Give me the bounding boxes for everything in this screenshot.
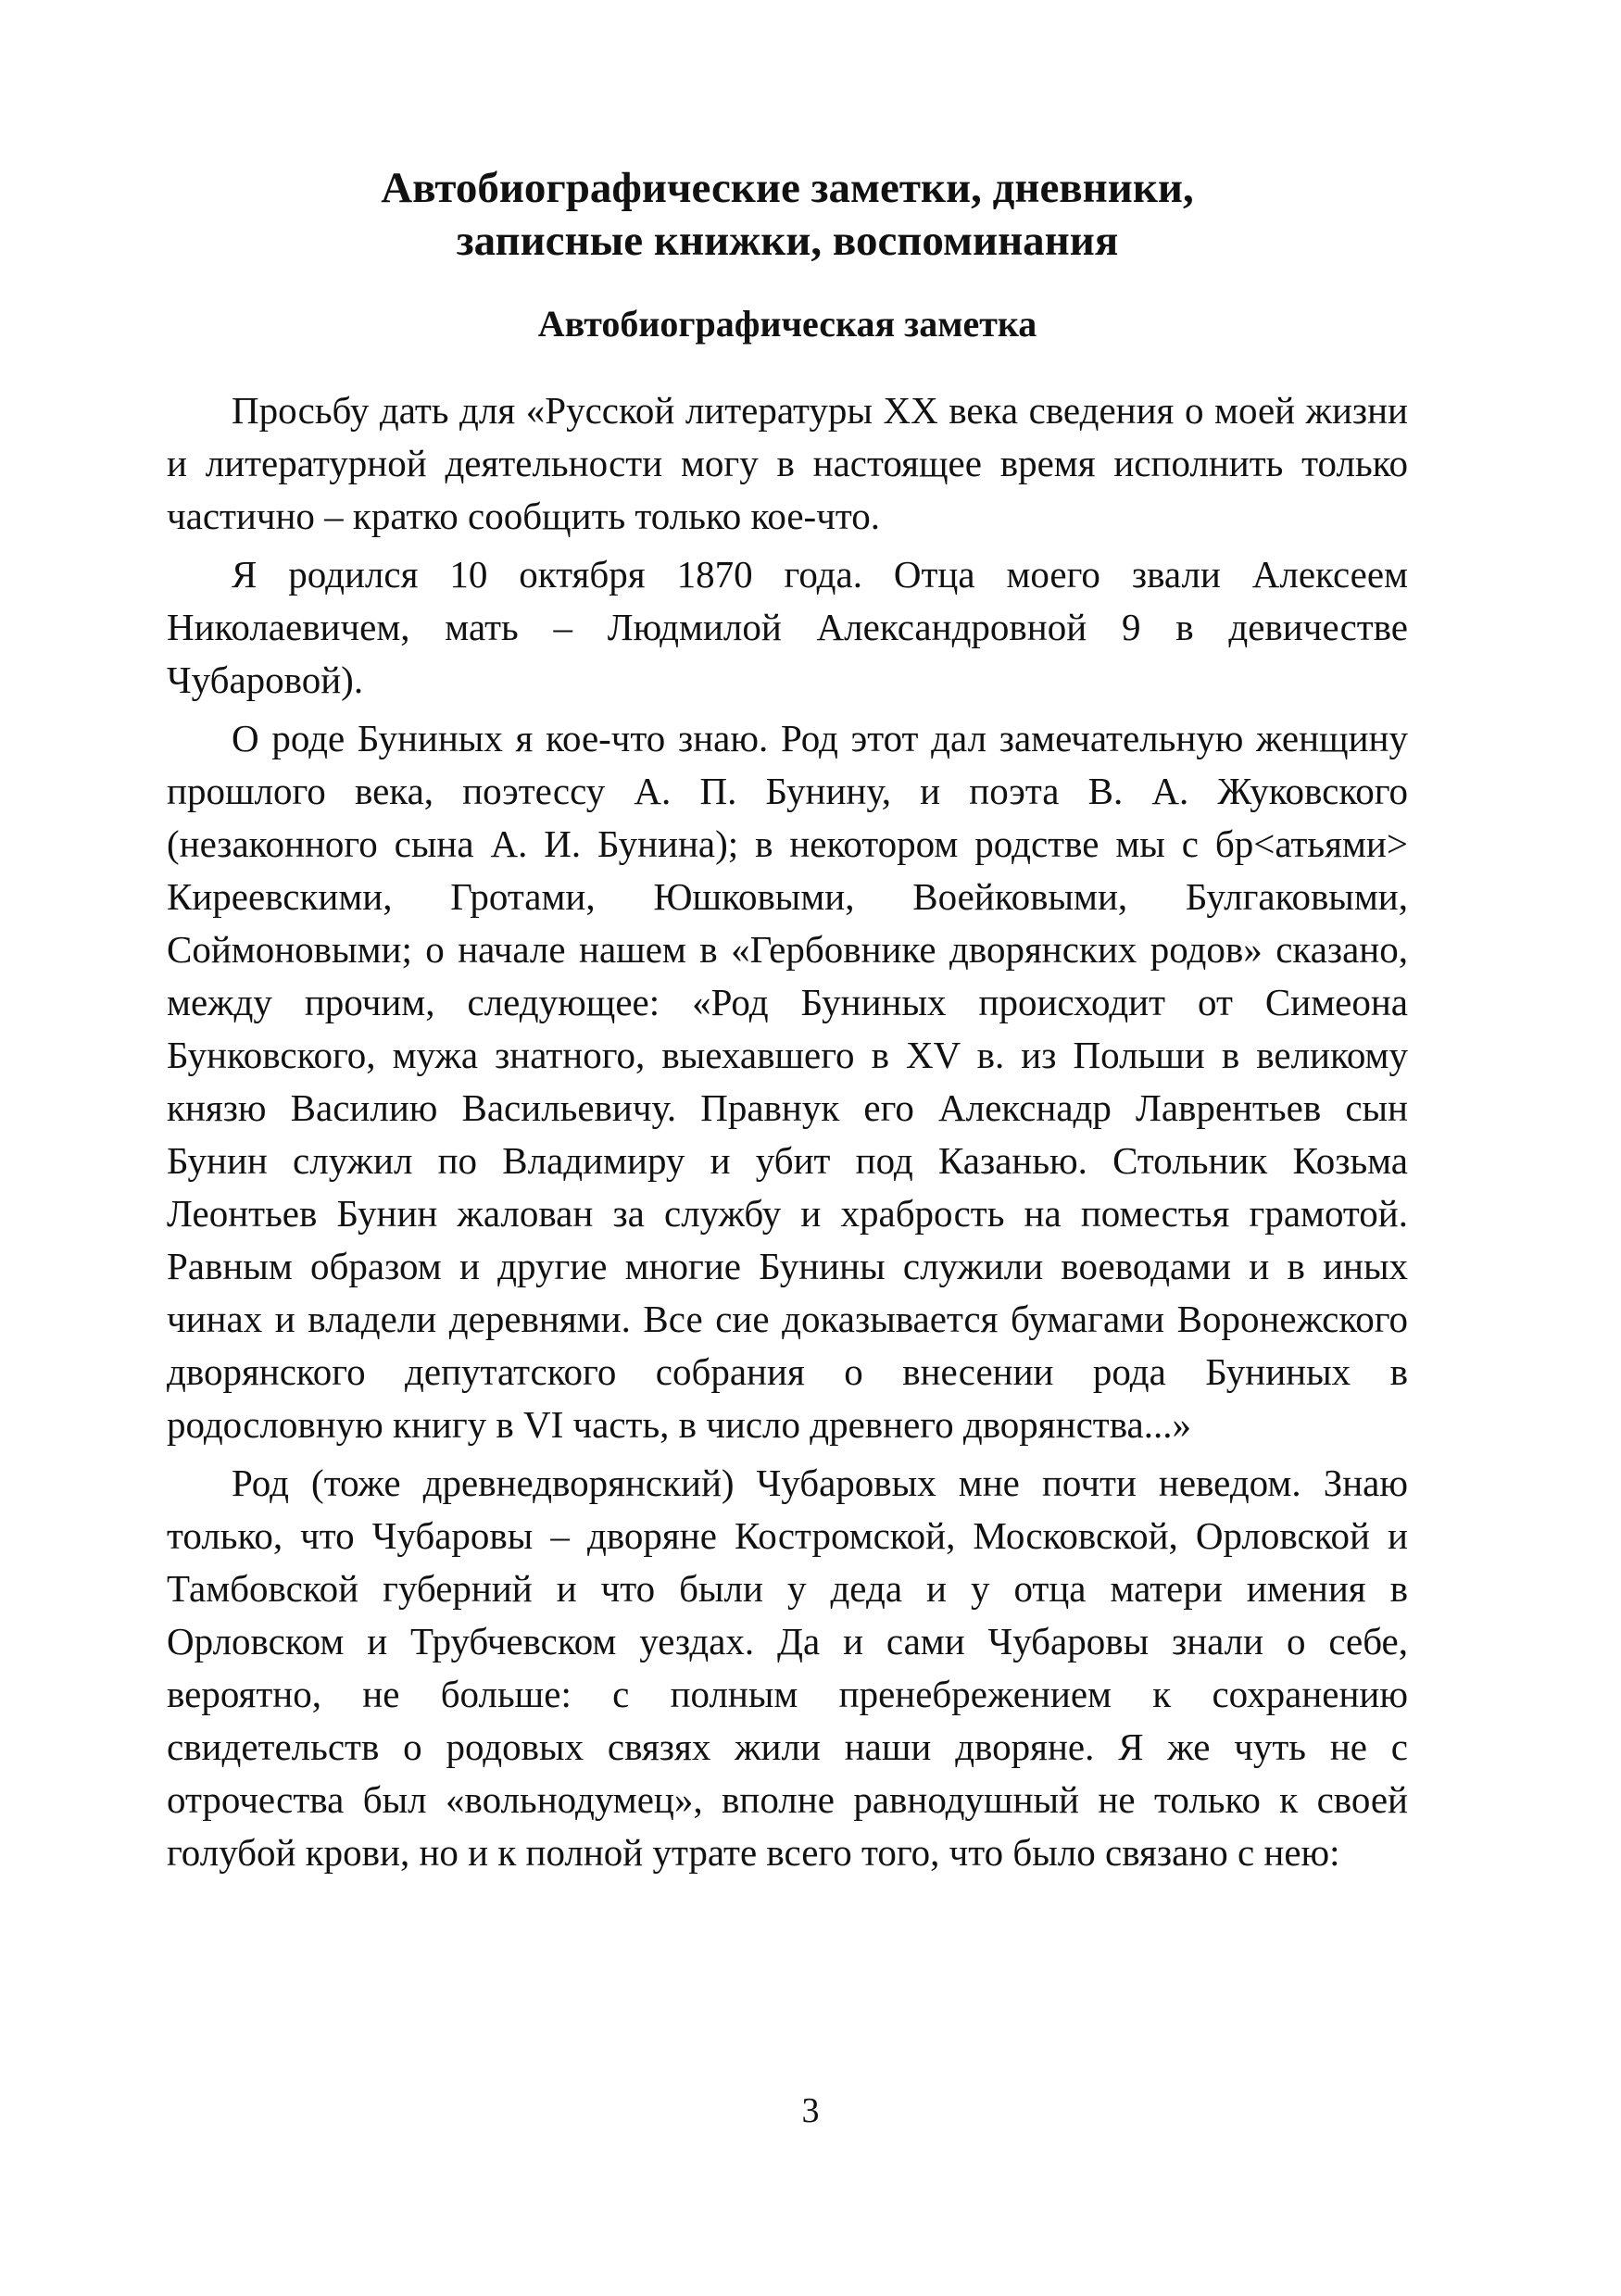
page-header: [167, 162, 1408, 347]
paragraph-4: Род (тоже древнедворянский) Чубаровых мне почти неведом. Знаю только, что Чубаровы – дворяне Костромской, Московской, Орловской и Тамбовской губерний и что были у деда и у отца матери имения в Орловском и Трубчевском уездах. Да и сами Чубаровы знали о себе, вероятно, не больше: с полным пренебрежением к сохранению свидетельств о родовых связях жили наши дворяне. Я же чуть не с отрочества был «вольнодумец», вполне равнодушный не только к своей голубой крови, но и к полной утрате всего того, что было связано с нею:: [167, 1462, 1408, 1874]
page-title: [167, 162, 1408, 268]
page-number: 3: [801, 2091, 820, 2130]
title-line-1: Автобиографические заметки, дневники,: [381, 164, 1194, 212]
section-title: Автобиографическая заметка: [537, 303, 1037, 345]
title-line-2: записные книжки, воспоминания: [456, 217, 1119, 265]
body-text: [167, 384, 1408, 1885]
paragraph-3: О роде Буниных я кое-что знаю. Род этот дал замечательную женщину прошлого века, поэтессу А. П. Бунину, и поэта В. А. Жуковского (незаконного сына А. И. Бунина); в некотором родстве мы с бр<атьями> Киреевскими, Гротами, Юшковыми, Воейковыми, Булгаковыми, Соймоновыми; о начале нашем в «Гербовнике дворянских родов» сказано, между прочим, следующее: «Род Буниных происходит от Симеона Бунковского, мужа знатного, выехавшего в XV в. из Польши в великому князю Василию Васильевичу. Правнук его Алекснадр Лаврентьев сын Бунин служил по Владимиру и убит под Казанью. Стольник Козьма Леонтьев Бунин жалован за службу и храбрость на поместья грамотой. Равным образом и другие многие Бунины служили воеводами и в иных чинах и владели деревнями. Все сие доказывается бумагами Воронежского дворянского депутатского собрания о внесении рода Буниных в родословную книгу в VI часть, в число древнего дворянства...»: [167, 717, 1408, 1446]
paragraph-2: Я родился 10 октября 1870 года. Отца моего звали Алексеем Николаевичем, мать – Людмилой Александровной 9 в девичестве Чубаровой).: [167, 553, 1408, 701]
paragraph-1: Просьбу дать для «Русской литературы XX века сведения о моей жизни и литературной деятельности могу в настоящее время исполнить только частично – кратко сообщить только кое-что.: [167, 389, 1408, 537]
